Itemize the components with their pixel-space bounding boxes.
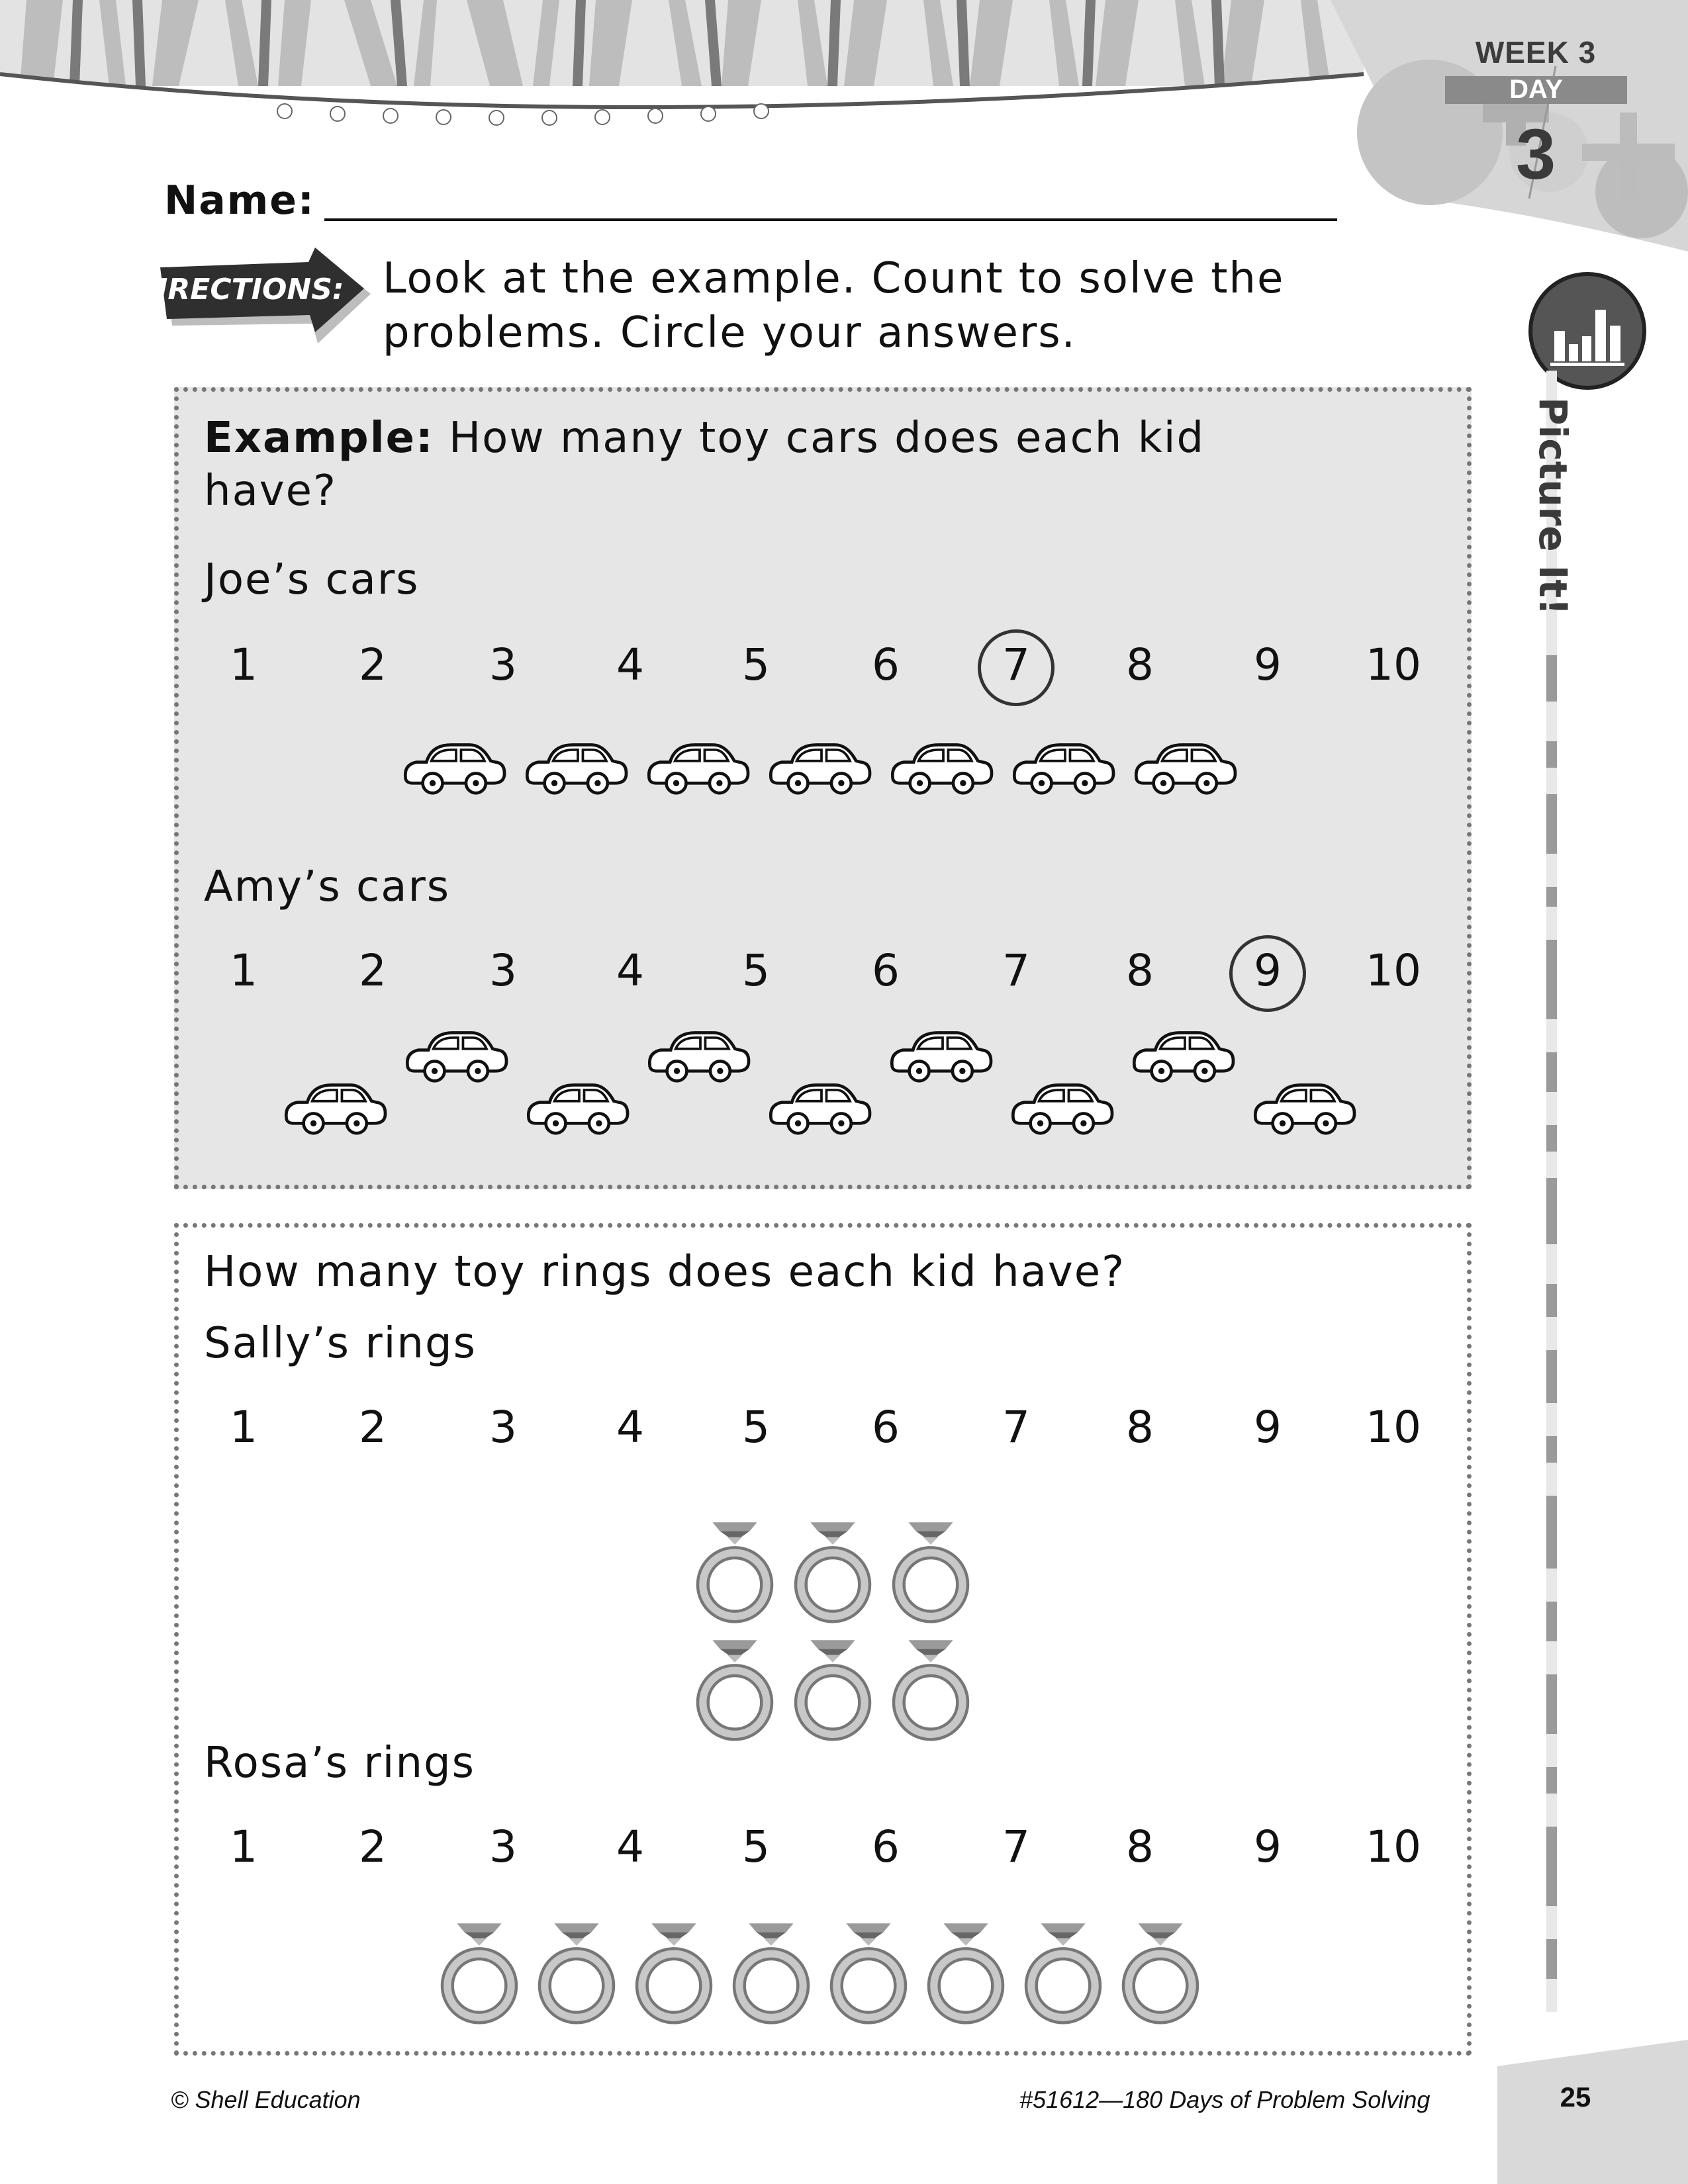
number-option-9[interactable]: 9 [1254, 1821, 1282, 1872]
toy-car-icon [887, 1028, 998, 1085]
number-option-8[interactable]: 8 [1126, 1402, 1154, 1453]
number-option-7[interactable]: 7 [1002, 945, 1030, 996]
amy-title: Amy’s cars [204, 862, 451, 911]
number-option-5[interactable]: 5 [742, 1821, 770, 1872]
ring-icon [637, 1922, 711, 2026]
rosa-title: Rosa’s rings [204, 1739, 475, 1788]
toy-car-icon [402, 1028, 514, 1085]
number-option-4[interactable]: 4 [616, 1821, 644, 1872]
ring-icon [1026, 1922, 1100, 2026]
number-option-1[interactable]: 1 [230, 639, 258, 690]
header-banner [0, 0, 1364, 132]
toy-car-icon [1250, 1080, 1362, 1137]
number-option-4[interactable]: 4 [616, 1402, 644, 1453]
ring-icon [929, 1922, 1003, 2026]
ring-icon [894, 1639, 968, 1743]
joe-title: Joe’s cars [204, 555, 420, 604]
number-option-5[interactable]: 5 [742, 1402, 770, 1453]
example-label: Example: [204, 414, 434, 463]
toy-car-icon [1131, 740, 1243, 797]
number-option-9[interactable]: 9 [1254, 945, 1282, 996]
number-option-10[interactable]: 10 [1366, 945, 1421, 996]
number-option-2[interactable]: 2 [359, 1402, 387, 1453]
toy-car-icon [766, 1080, 877, 1137]
ring-icon [539, 1922, 614, 2026]
day-number: 3 [1515, 114, 1556, 194]
toy-car-icon [766, 740, 877, 797]
number-option-9[interactable]: 9 [1254, 639, 1282, 690]
week-label: WEEK 3 [1475, 35, 1597, 69]
number-option-3[interactable]: 3 [489, 1402, 517, 1453]
answer-circle [978, 629, 1055, 706]
ring-icon [831, 1922, 906, 2026]
number-option-3[interactable]: 3 [489, 1821, 517, 1872]
number-option-10[interactable]: 10 [1366, 1821, 1421, 1872]
number-option-5[interactable]: 5 [742, 945, 770, 996]
ring-icon [698, 1521, 772, 1625]
directions-text: Look at the example. Count to solve the problems. Circle your answers. [383, 254, 1285, 357]
rings-question: How many toy rings does each kid have? [204, 1248, 1126, 1297]
number-option-8[interactable]: 8 [1126, 945, 1154, 996]
toy-car-icon [645, 1028, 756, 1085]
number-option-8[interactable]: 8 [1126, 639, 1154, 690]
toy-car-icon [1129, 1028, 1241, 1085]
number-option-6[interactable]: 6 [872, 639, 900, 690]
number-option-6[interactable]: 6 [872, 1402, 900, 1453]
number-option-2[interactable]: 2 [359, 639, 387, 690]
name-field[interactable] [324, 218, 1337, 221]
number-option-2[interactable]: 2 [359, 945, 387, 996]
example-question [204, 412, 1289, 518]
number-option-10[interactable]: 10 [1366, 639, 1421, 690]
ring-icon [698, 1639, 772, 1743]
number-option-3[interactable]: 3 [489, 639, 517, 690]
toy-car-icon [522, 740, 633, 797]
toy-car-icon [281, 1080, 393, 1137]
number-option-4[interactable]: 4 [616, 945, 644, 996]
number-option-3[interactable]: 3 [489, 945, 517, 996]
toy-car-icon [1008, 1080, 1119, 1137]
number-option-1[interactable]: 1 [230, 1402, 258, 1453]
toy-car-icon [400, 740, 512, 797]
number-option-2[interactable]: 2 [359, 1821, 387, 1872]
example-question-text: How many toy cars does each kid have? [204, 414, 1205, 516]
number-option-9[interactable]: 9 [1254, 1402, 1282, 1453]
ring-icon [734, 1922, 808, 2026]
answer-circle [1229, 935, 1306, 1012]
ring-icon [442, 1922, 516, 2026]
number-option-7[interactable]: 7 [1002, 639, 1030, 690]
toy-car-icon [888, 740, 999, 797]
directions-badge-text: DIRECTIONS: [132, 273, 344, 306]
name-label: Name: [164, 177, 315, 224]
number-option-4[interactable]: 4 [616, 639, 644, 690]
bar-chart-icon [1526, 270, 1648, 392]
ring-icon [894, 1521, 968, 1625]
toy-car-icon [1009, 740, 1121, 797]
number-option-6[interactable]: 6 [872, 945, 900, 996]
number-option-1[interactable]: 1 [230, 945, 258, 996]
day-label: DAY [1509, 75, 1563, 104]
sally-title: Sally’s rings [204, 1319, 477, 1368]
number-option-8[interactable]: 8 [1126, 1821, 1154, 1872]
side-title: Picture It! [1530, 397, 1575, 615]
number-option-1[interactable]: 1 [230, 1821, 258, 1872]
number-option-7[interactable]: 7 [1002, 1402, 1030, 1453]
number-option-7[interactable]: 7 [1002, 1821, 1030, 1872]
footer-copyright: © Shell Education [171, 2086, 361, 2113]
footer-book-title: #51612—180 Days of Problem Solving [1019, 2086, 1430, 2113]
ring-icon [1123, 1922, 1197, 2026]
number-option-6[interactable]: 6 [872, 1821, 900, 1872]
number-option-5[interactable]: 5 [742, 639, 770, 690]
ring-icon [796, 1521, 870, 1625]
toy-car-icon [524, 1080, 635, 1137]
page-number: 25 [1560, 2081, 1591, 2113]
toy-car-icon [644, 740, 755, 797]
number-option-10[interactable]: 10 [1366, 1402, 1421, 1453]
ring-icon [796, 1639, 870, 1743]
side-strip [1546, 371, 1557, 2012]
directions-badge [132, 248, 377, 347]
